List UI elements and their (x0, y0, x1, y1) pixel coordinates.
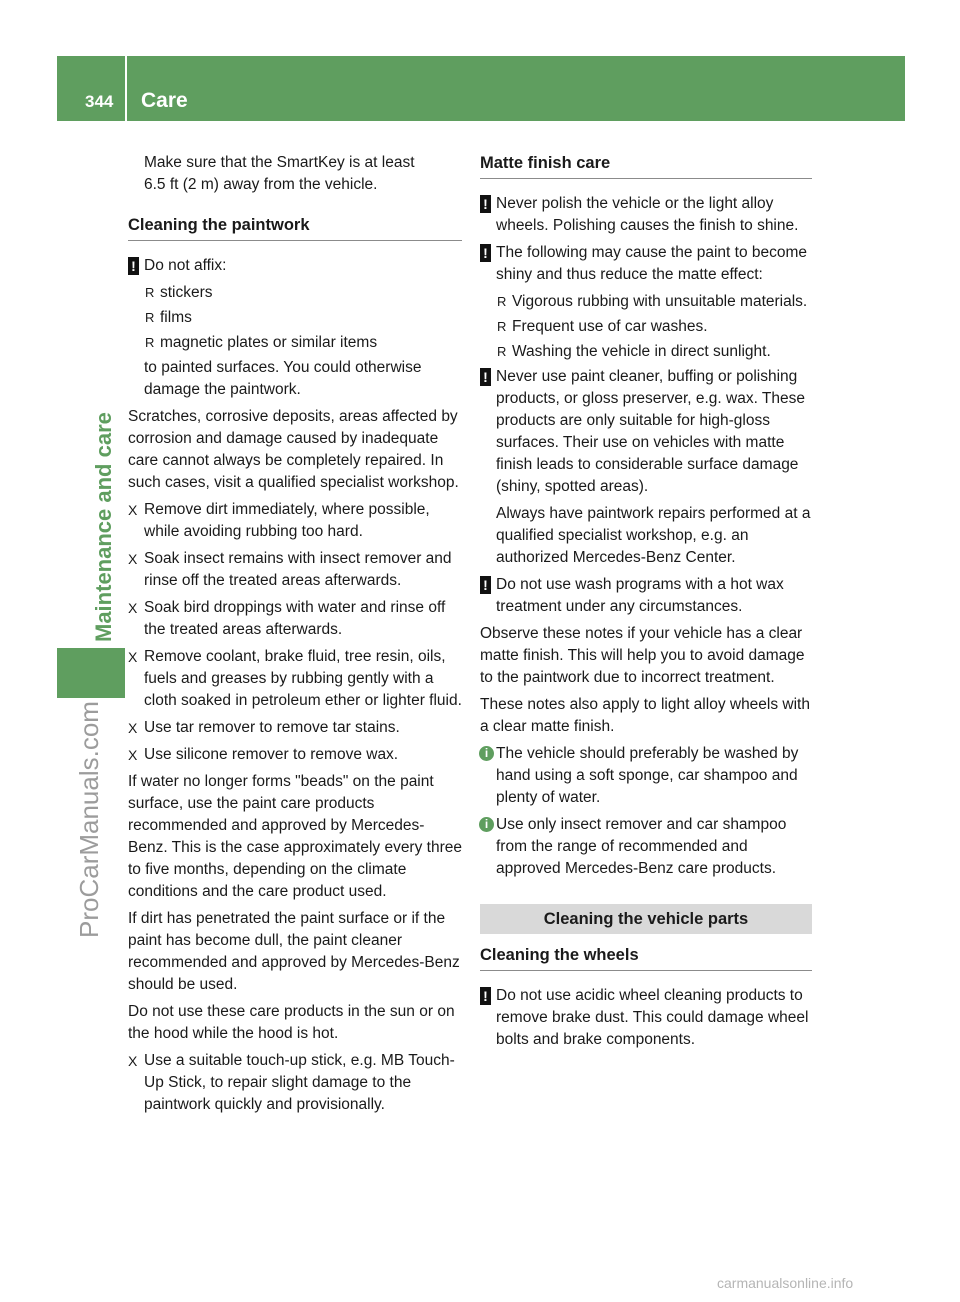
info-icon: i (479, 746, 494, 761)
side-tab (57, 648, 125, 698)
right-column (480, 152, 812, 1056)
warning-icon: ! (480, 576, 491, 594)
info-icon: i (479, 817, 494, 832)
section-title: Care (141, 89, 188, 112)
list-item: R Vigorous rubbing with unsuitable materials. (480, 291, 812, 313)
warning-icon: ! (128, 257, 139, 275)
list-item: R magnetic plates or similar items (128, 332, 462, 354)
warning-icon: ! (480, 368, 491, 386)
warning-tail: to painted surfaces. You could otherwise damage the paintwork. (144, 359, 422, 398)
step: X Use silicone remover to remove wax. (128, 744, 462, 766)
page-number: 344 (85, 92, 114, 111)
warning-note: ! The following may cause the paint to become shiny and thus reduce the matte effect: (480, 242, 812, 286)
step: X Use tar remover to remove tar stains. (128, 717, 462, 739)
heading-matte-finish: Matte finish care (480, 152, 812, 179)
heading-cleaning-paintwork: Cleaning the paintwork (128, 214, 462, 241)
warning-icon: ! (480, 987, 491, 1005)
warning-note: ! Do not use acidic wheel cleaning products to remove brake dust. This could damage wheel bolts and brake components. (480, 985, 812, 1051)
warning-note: ! Do not use wash programs with a hot wax treatment under any circumstances. (480, 574, 812, 618)
info-note: i Use only insect remover and car shampoo from the range of recommended and approved Mercedes-Benz care products. (480, 814, 812, 880)
warning-note: ! Never polish the vehicle or the light alloy wheels. Polishing causes the finish to shine. (480, 193, 812, 237)
side-section-label: Maintenance and care (91, 412, 116, 642)
step: X Use a suitable touch-up stick, e.g. MB Touch-Up Stick, to repair slight damage to the paintwork quickly and provisionally. (128, 1050, 462, 1116)
step: X Remove dirt immediately, where possible, while avoiding rubbing too hard. (128, 499, 462, 543)
heading-cleaning-wheels: Cleaning the wheels (480, 944, 812, 971)
info-note: i The vehicle should preferably be washed by hand using a soft sponge, car shampoo and plenty of water. (480, 743, 812, 809)
paragraph: Scratches, corrosive deposits, areas affected by corrosion and damage caused by inadequate care cannot always be completely repaired. In such cases, visit a qualified specialist workshop. (128, 408, 459, 491)
warning-note: ! Do not affix: (128, 255, 462, 277)
list-item: R Washing the vehicle in direct sunlight. (480, 341, 812, 363)
step: X Remove coolant, brake fluid, tree resin, oils, fuels and greases by rubbing gently with a cloth soaked in petroleum ether or lighter fluid. (128, 646, 462, 712)
section-band: Cleaning the vehicle parts (480, 904, 812, 934)
warning-icon: ! (480, 195, 491, 213)
warning-note: ! Never use paint cleaner, buffing or polishing products, or gloss preserver, e.g. wax. These products are only suitable for high-gloss surfaces. Their use on vehicles with matte finish leads to considerable surface damage (shiny, spotted areas). (480, 366, 812, 498)
list-item: R films (128, 307, 462, 329)
warning-icon: ! (480, 244, 491, 262)
step: X Soak insect remains with insect remover and rinse off the treated areas afterwards. (128, 548, 462, 592)
left-column (128, 152, 462, 1121)
step: X Soak bird droppings with water and rinse off the treated areas afterwards. (128, 597, 462, 641)
paragraph: If dirt has penetrated the paint surface or if the paint has become dull, the paint cleaner recommended and approved by Mercedes-Benz should be used. (128, 910, 460, 993)
header-divider (125, 56, 127, 121)
list-item: R Frequent use of car washes. (480, 316, 812, 338)
watermark: ProCarManuals.com (74, 701, 104, 938)
paragraph: Do not use these care products in the sun or on the hood while the hood is hot. (128, 1003, 455, 1042)
warning-continuation: Always have paintwork repairs performed at a qualified specialist workshop, e.g. an authorized Mercedes-Benz Center. (496, 505, 811, 566)
paragraph: Observe these notes if your vehicle has a clear matte finish. This will help you to avoid damage to the paintwork due to incorrect treatment. (480, 625, 805, 686)
list-item: R stickers (128, 282, 462, 304)
paragraph: If water no longer forms "beads" on the paint surface, use the paint care products recommended and approved by Mercedes-Benz. This is the case approximately every three to five months, depending on the climate conditions and the care product used. (128, 773, 462, 900)
footer-site: carmanualsonline.info (717, 1275, 854, 1291)
intro-text: Make sure that the SmartKey is at least 6.5 ft (2 m) away from the vehicle. (144, 154, 415, 193)
paragraph: These notes also apply to light alloy wheels with a clear matte finish. (480, 696, 810, 735)
